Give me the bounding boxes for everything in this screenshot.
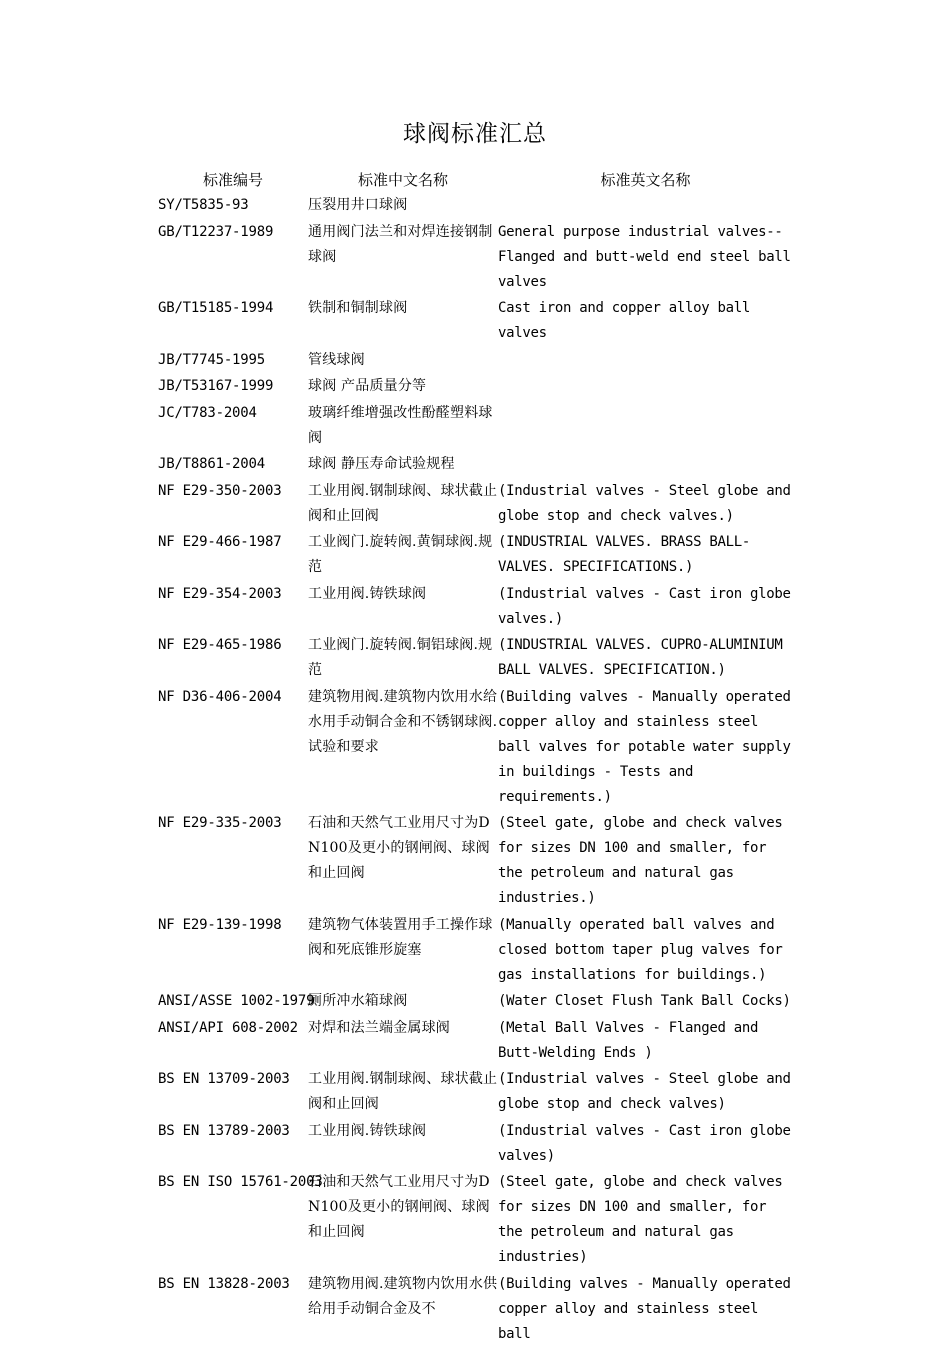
standard-code-cell: NF E29-335-2003 <box>158 811 308 913</box>
standard-code-cell: NF D36-406-2004 <box>158 685 308 812</box>
standard-cn-name-cell: 建筑物用阀.建筑物内饮用水供给用手动铜合金及不 <box>308 1272 498 1348</box>
standard-cn-name-cell: 建筑物用阀.建筑物内饮用水给水用手动铜合金和不锈钢球阀.试验和要求 <box>308 685 498 812</box>
standards-table-body <box>158 193 793 1348</box>
table-row <box>158 1170 793 1272</box>
standard-code-cell: NF E29-466-1987 <box>158 530 308 582</box>
table-row <box>158 220 793 297</box>
table-row <box>158 401 793 453</box>
standard-cn-name-cell: 铁制和铜制球阀 <box>308 296 498 348</box>
table-row <box>158 1272 793 1348</box>
standard-cn-name-cell: 工业用阀.钢制球阀、球状截止阀和止回阀 <box>308 479 498 531</box>
table-row <box>158 685 793 812</box>
standard-cn-name-cell: 对焊和法兰端金属球阀 <box>308 1016 498 1068</box>
standard-code-cell: ANSI/ASSE 1002-1979 <box>158 989 308 1016</box>
standard-cn-name-cell: 石油和天然气工业用尺寸为DN100及更小的钢闸阀、球阀和止回阀 <box>308 1170 498 1272</box>
table-row <box>158 530 793 582</box>
standard-en-name-cell: (Industrial valves - Cast iron globe valves.) <box>498 582 793 634</box>
table-row <box>158 452 793 479</box>
standard-cn-name-cell: 压裂用井口球阀 <box>308 193 498 220</box>
table-row <box>158 296 793 348</box>
column-header-en-name: 标准英文名称 <box>498 169 793 191</box>
standard-en-name-cell: (Building valves - Manually operated copper alloy and stainless steel ball <box>498 1272 793 1348</box>
standard-en-name-cell: Cast iron and copper alloy ball valves <box>498 296 793 348</box>
standard-cn-name-cell: 工业阀门.旋转阀.黄铜球阀.规范 <box>308 530 498 582</box>
standard-en-name-cell <box>498 374 793 401</box>
standard-cn-name-cell: 工业用阀.钢制球阀、球状截止阀和止回阀 <box>308 1067 498 1119</box>
standard-cn-name-cell: 工业用阀.铸铁球阀 <box>308 1119 498 1171</box>
standard-code-cell: GB/T15185-1994 <box>158 296 308 348</box>
standard-code-cell: BS EN 13789-2003 <box>158 1119 308 1171</box>
standard-en-name-cell: (Steel gate, globe and check valves for sizes DN 100 and smaller, for the petroleum and natural gas industries) <box>498 1170 793 1272</box>
standard-en-name-cell: (Industrial valves - Cast iron globe valves) <box>498 1119 793 1171</box>
standard-cn-name-cell: 建筑物气体装置用手工操作球阀和死底锥形旋塞 <box>308 913 498 990</box>
standard-code-cell: SY/T5835-93 <box>158 193 308 220</box>
table-row <box>158 348 793 375</box>
standard-cn-name-cell: 球阀 静压寿命试验规程 <box>308 452 498 479</box>
table-row <box>158 479 793 531</box>
table-row <box>158 374 793 401</box>
standard-cn-name-cell: 石油和天然气工业用尺寸为DN100及更小的钢闸阀、球阀和止回阀 <box>308 811 498 913</box>
standard-code-cell: BS EN ISO 15761-2003 <box>158 1170 308 1272</box>
standard-en-name-cell: (Manually operated ball valves and closed bottom taper plug valves for gas installations for buildings.) <box>498 913 793 990</box>
standard-cn-name-cell: 工业阀门.旋转阀.铜铝球阀.规范 <box>308 633 498 685</box>
standard-en-name-cell: General purpose industrial valves--Flanged and butt-weld end steel ball valves <box>498 220 793 297</box>
standard-code-cell: JB/T53167-1999 <box>158 374 308 401</box>
standard-en-name-cell: (Industrial valves - Steel globe and globe stop and check valves.) <box>498 479 793 531</box>
column-header-code: 标准编号 <box>158 169 308 191</box>
standard-cn-name-cell: 玻璃纤维增强改性酚醛塑料球阀 <box>308 401 498 453</box>
table-row <box>158 1067 793 1119</box>
standard-en-name-cell: (INDUSTRIAL VALVES. CUPRO-ALUMINIUM BALL VALVES. SPECIFICATION.) <box>498 633 793 685</box>
standard-code-cell: NF E29-350-2003 <box>158 479 308 531</box>
standard-cn-name-cell: 通用阀门法兰和对焊连接钢制球阀 <box>308 220 498 297</box>
standard-cn-name-cell: 厕所冲水箱球阀 <box>308 989 498 1016</box>
standard-code-cell: BS EN 13709-2003 <box>158 1067 308 1119</box>
page-title: 球阀标准汇总 <box>0 118 950 150</box>
standard-code-cell: BS EN 13828-2003 <box>158 1272 308 1348</box>
standard-en-name-cell <box>498 452 793 479</box>
standard-code-cell: NF E29-465-1986 <box>158 633 308 685</box>
standard-code-cell: JC/T783-2004 <box>158 401 308 453</box>
table-row <box>158 811 793 913</box>
standard-code-cell: GB/T12237-1989 <box>158 220 308 297</box>
standard-en-name-cell <box>498 348 793 375</box>
table-row <box>158 582 793 634</box>
standard-code-cell: NF E29-354-2003 <box>158 582 308 634</box>
standard-cn-name-cell: 管线球阀 <box>308 348 498 375</box>
column-header-cn-name: 标准中文名称 <box>308 169 498 191</box>
standard-en-name-cell: (INDUSTRIAL VALVES. BRASS BALL-VALVES. SPECIFICATIONS.) <box>498 530 793 582</box>
standard-cn-name-cell: 球阀 产品质量分等 <box>308 374 498 401</box>
table-row <box>158 989 793 1016</box>
standard-code-cell: ANSI/API 608-2002 <box>158 1016 308 1068</box>
standard-en-name-cell: (Industrial valves - Steel globe and globe stop and check valves) <box>498 1067 793 1119</box>
table-row <box>158 913 793 990</box>
table-row <box>158 1016 793 1068</box>
standard-en-name-cell: (Water Closet Flush Tank Ball Cocks) <box>498 989 793 1016</box>
table-row <box>158 633 793 685</box>
standard-en-name-cell: (Steel gate, globe and check valves for sizes DN 100 and smaller, for the petroleum and natural gas industries.) <box>498 811 793 913</box>
standard-code-cell: NF E29-139-1998 <box>158 913 308 990</box>
table-row <box>158 193 793 220</box>
standard-en-name-cell <box>498 193 793 220</box>
standard-code-cell: JB/T8861-2004 <box>158 452 308 479</box>
table-row <box>158 1119 793 1171</box>
standard-cn-name-cell: 工业用阀.铸铁球阀 <box>308 582 498 634</box>
standards-table <box>158 193 793 1348</box>
standard-code-cell: JB/T7745-1995 <box>158 348 308 375</box>
standard-en-name-cell: (Metal Ball Valves - Flanged and Butt-Welding Ends ) <box>498 1016 793 1068</box>
standard-en-name-cell: (Building valves - Manually operated copper alloy and stainless steel ball valves for potable water supply in buildings - Tests and requirements.) <box>498 685 793 812</box>
standard-en-name-cell <box>498 401 793 453</box>
